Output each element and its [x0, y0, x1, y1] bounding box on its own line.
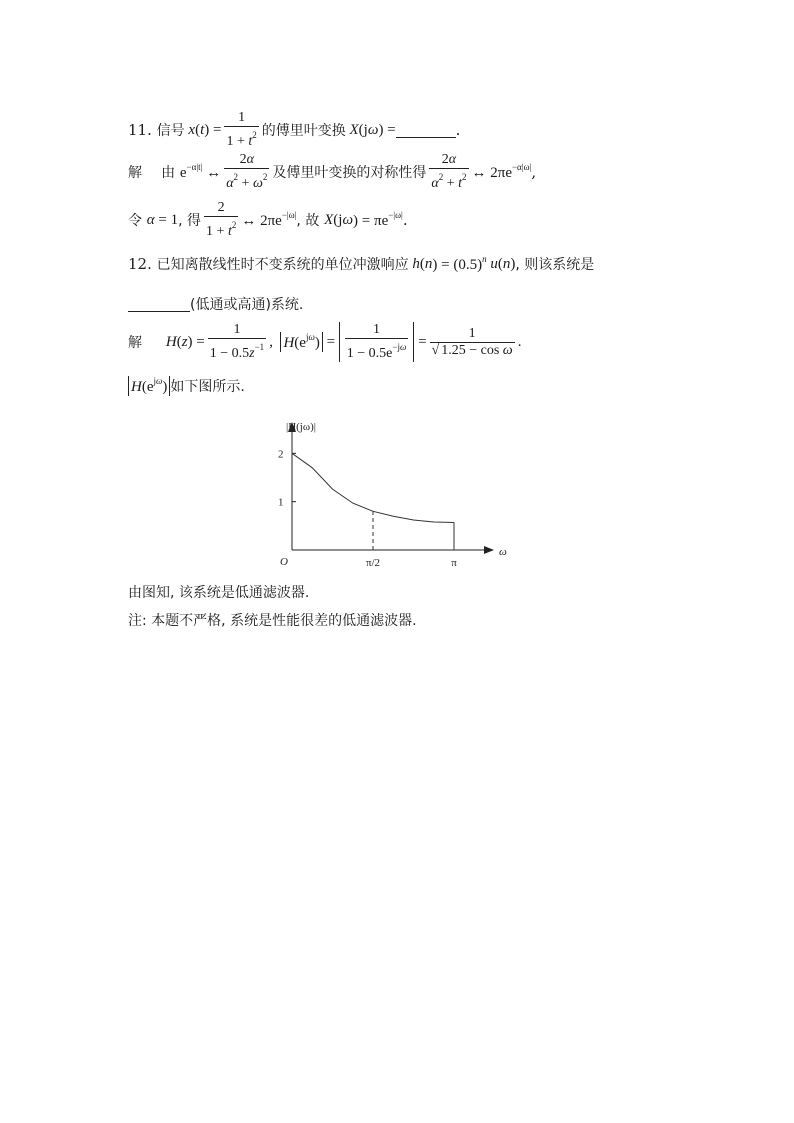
- solution-text: 及傅里叶变换的对称性得: [272, 165, 427, 181]
- y-tick-label: 2: [278, 448, 284, 461]
- problem-text: (低通或高通)系统.: [190, 297, 304, 313]
- problem-number: 12.: [128, 255, 152, 273]
- x-tick-label: π: [451, 557, 457, 569]
- solution-text: 如下图所示.: [170, 379, 245, 395]
- x-axis-label: ω: [499, 546, 507, 558]
- problem-text: 的傅里叶变换: [261, 123, 346, 139]
- origin-label: O: [280, 556, 288, 568]
- problem-12-statement: 12. 已知离散线性时不变系统的单位冲激响应 h ( n ) = $(0.5)^n$ u ( n ) , 则该系统是: [128, 254, 595, 273]
- note: [128, 610, 417, 630]
- answer-blank: [128, 297, 190, 312]
- solution-label: 解: [128, 165, 142, 181]
- problem-text: 已知离散线性时不变系统的单位冲激响应: [156, 257, 409, 273]
- period: .: [402, 211, 408, 229]
- problem-11-statement: 11. 信号 x ( t ) = $\frac{1}{1 + t^2}$ 的傅里叶变换 X (j ω ) = .: [128, 110, 461, 149]
- solution-text: 令: [128, 213, 142, 229]
- comma: ,: [531, 163, 537, 181]
- solution-label: 解: [128, 335, 142, 351]
- solution-text: 由: [161, 165, 176, 181]
- problem-12-blank-line: [128, 294, 303, 314]
- problem-11-solution-line1: 解 由 $e^{-\alpha|t|}$ ↔ $\frac{2\alpha}{\alpha^2 + \omega^2}$ 及傅里叶变换的对称性得 $\frac{2\alpha}{\alpha^2 + t^2}$ ↔ $2\pi e^{-\alpha|\omega|}$ ,: [128, 152, 537, 191]
- conclusion-text: 由图知, 该系统是低通滤波器.: [128, 585, 310, 601]
- problem-11-solution-line2: 令 α = 1 , 得 $\frac{2}{1 + t^2}$ ↔ $2\pi e^{-|\omega|}$ , 故 X (j ω ) = $\pi e^{-|\omega|}$ .: [128, 200, 408, 239]
- magnitude-response-chart: [262, 410, 532, 580]
- note-text: 注: 本题不严格, 系统是性能很差的低通滤波器.: [128, 613, 417, 629]
- y-axis-label: |H(jω)|: [286, 421, 316, 433]
- problem-text: 信号: [156, 123, 185, 139]
- figure-reference-line: $H(e^{j\omega})$ 如下图所示.: [128, 376, 245, 396]
- x-tick-label: π/2: [365, 557, 381, 569]
- conclusion: [128, 582, 309, 602]
- chart-axes: [278, 421, 507, 569]
- period: .: [455, 121, 461, 139]
- problem-12-solution: 解 H ( z ) = $\frac{1}{1 - 0.5z^{-1}}$ , $H(e^{j\omega})$ = $\frac{1}{1 - 0.5e^{-j\omega}}$ = $\frac{1}{\text{√ 1.25 − cos ω}}$ .: [128, 322, 522, 361]
- y-tick-label: 1: [278, 496, 284, 509]
- problem-number: 11.: [128, 121, 152, 139]
- chart-marks: [292, 453, 454, 550]
- answer-blank: [396, 123, 456, 138]
- fraction: $\frac{1}{1 + t^2}$: [226, 110, 257, 149]
- x-axis-arrow: [484, 546, 494, 554]
- solution-text: , 故: [296, 213, 320, 229]
- solution-text: , 得: [178, 213, 202, 229]
- problem-text: , 则该系统是: [515, 257, 595, 273]
